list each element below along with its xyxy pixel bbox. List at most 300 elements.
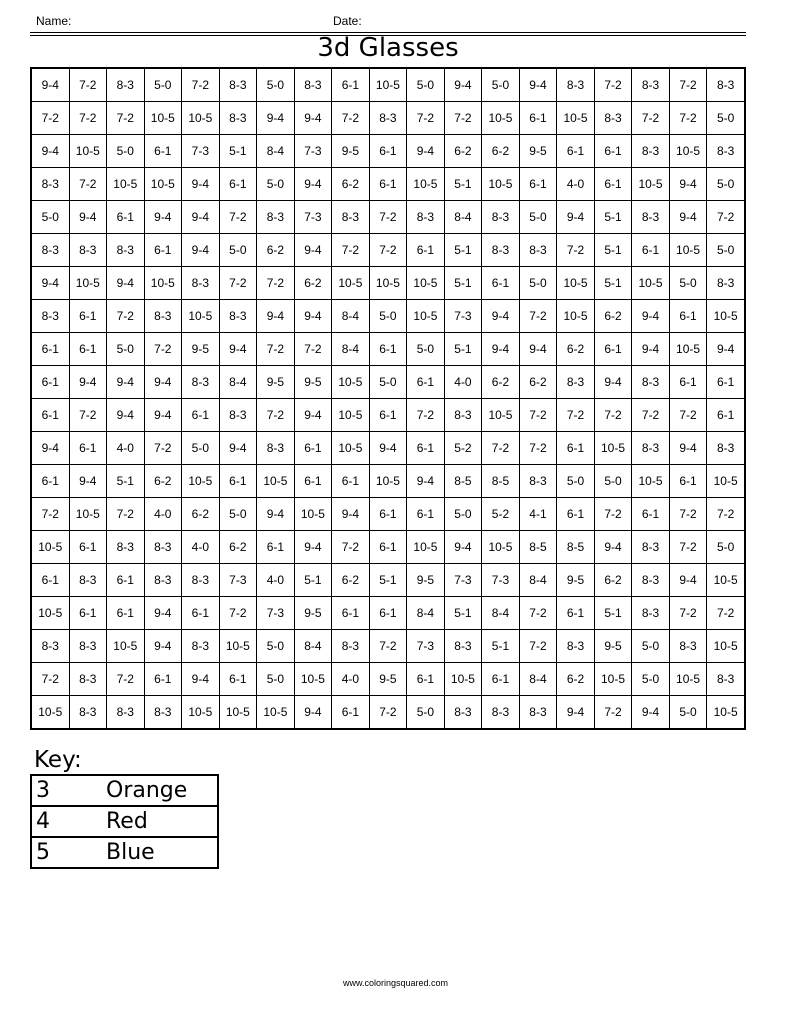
grid-cell[interactable]: 8-3 [369,102,407,135]
grid-cell[interactable]: 6-1 [69,531,107,564]
grid-cell[interactable]: 7-3 [444,564,482,597]
grid-cell[interactable]: 8-5 [444,465,482,498]
grid-cell[interactable]: 8-3 [31,300,69,333]
grid-cell[interactable]: 6-1 [219,663,257,696]
grid-cell[interactable]: 10-5 [407,267,445,300]
grid-cell[interactable]: 6-1 [31,333,69,366]
grid-cell[interactable]: 8-3 [707,68,745,102]
grid-cell[interactable]: 6-2 [482,135,520,168]
grid-cell[interactable]: 10-5 [69,135,107,168]
grid-cell[interactable]: 8-3 [31,168,69,201]
grid-cell[interactable]: 10-5 [369,68,407,102]
grid-cell[interactable]: 8-4 [332,333,370,366]
grid-cell[interactable]: 8-3 [182,366,220,399]
grid-cell[interactable]: 6-1 [407,498,445,531]
grid-cell[interactable]: 8-5 [519,531,557,564]
grid-cell[interactable]: 9-4 [182,234,220,267]
grid-cell[interactable]: 9-5 [519,135,557,168]
grid-cell[interactable]: 8-5 [482,465,520,498]
grid-cell[interactable]: 10-5 [257,465,295,498]
grid-cell[interactable]: 5-1 [444,168,482,201]
grid-cell[interactable]: 6-1 [107,564,145,597]
grid-cell[interactable]: 10-5 [69,267,107,300]
grid-cell[interactable]: 8-3 [632,564,670,597]
grid-cell[interactable]: 9-4 [632,300,670,333]
grid-cell[interactable]: 6-1 [519,102,557,135]
grid-cell[interactable]: 6-1 [69,333,107,366]
grid-cell[interactable]: 5-1 [594,267,632,300]
grid-cell[interactable]: 9-4 [257,102,295,135]
grid-cell[interactable]: 6-1 [31,399,69,432]
grid-cell[interactable]: 8-3 [557,366,595,399]
grid-cell[interactable]: 7-2 [332,102,370,135]
grid-cell[interactable]: 7-2 [257,267,295,300]
grid-cell[interactable]: 5-0 [107,135,145,168]
grid-cell[interactable]: 6-2 [557,333,595,366]
grid-cell[interactable]: 7-2 [632,102,670,135]
grid-cell[interactable]: 8-3 [519,234,557,267]
grid-cell[interactable]: 5-0 [107,333,145,366]
grid-cell[interactable]: 9-5 [182,333,220,366]
grid-cell[interactable]: 7-2 [707,498,745,531]
grid-cell[interactable]: 10-5 [257,696,295,730]
grid-cell[interactable]: 9-4 [482,300,520,333]
grid-cell[interactable]: 5-0 [31,201,69,234]
grid-cell[interactable]: 5-1 [444,333,482,366]
grid-cell[interactable]: 5-1 [107,465,145,498]
grid-cell[interactable]: 7-2 [332,234,370,267]
grid-cell[interactable]: 8-3 [444,630,482,663]
grid-cell[interactable]: 7-2 [519,432,557,465]
grid-cell[interactable]: 7-2 [519,300,557,333]
grid-cell[interactable]: 8-3 [144,696,182,730]
grid-cell[interactable]: 10-5 [707,300,745,333]
grid-cell[interactable]: 7-3 [407,630,445,663]
grid-cell[interactable]: 7-2 [69,168,107,201]
grid-cell[interactable]: 6-1 [669,366,707,399]
grid-cell[interactable]: 8-3 [107,531,145,564]
grid-cell[interactable]: 10-5 [182,696,220,730]
grid-cell[interactable]: 9-5 [594,630,632,663]
grid-cell[interactable]: 9-4 [669,432,707,465]
grid-cell[interactable]: 10-5 [707,465,745,498]
grid-cell[interactable]: 8-3 [632,366,670,399]
grid-cell[interactable]: 7-2 [69,399,107,432]
grid-cell[interactable]: 4-0 [182,531,220,564]
grid-cell[interactable]: 6-1 [557,597,595,630]
grid-cell[interactable]: 10-5 [369,267,407,300]
grid-cell[interactable]: 5-1 [594,201,632,234]
grid-cell[interactable]: 7-2 [182,68,220,102]
grid-cell[interactable]: 8-3 [632,432,670,465]
grid-cell[interactable]: 7-2 [369,201,407,234]
grid-cell[interactable]: 9-4 [444,68,482,102]
grid-cell[interactable]: 6-1 [557,432,595,465]
grid-cell[interactable]: 5-0 [669,696,707,730]
grid-cell[interactable]: 7-2 [219,201,257,234]
grid-cell[interactable]: 9-4 [332,498,370,531]
grid-cell[interactable]: 6-1 [407,432,445,465]
grid-cell[interactable]: 7-2 [144,432,182,465]
grid-cell[interactable]: 8-3 [144,531,182,564]
grid-cell[interactable]: 8-3 [444,399,482,432]
grid-cell[interactable]: 5-0 [519,201,557,234]
grid-cell[interactable]: 6-2 [332,564,370,597]
grid-cell[interactable]: 8-3 [69,630,107,663]
grid-cell[interactable]: 6-1 [144,234,182,267]
grid-cell[interactable]: 8-3 [444,696,482,730]
grid-cell[interactable]: 10-5 [669,135,707,168]
grid-cell[interactable]: 10-5 [594,432,632,465]
grid-cell[interactable]: 9-5 [257,366,295,399]
grid-cell[interactable]: 6-1 [594,168,632,201]
grid-cell[interactable]: 7-3 [182,135,220,168]
grid-cell[interactable]: 10-5 [707,630,745,663]
grid-cell[interactable]: 4-0 [144,498,182,531]
grid-cell[interactable]: 8-4 [257,135,295,168]
grid-cell[interactable]: 7-3 [294,201,332,234]
grid-cell[interactable]: 9-4 [182,168,220,201]
grid-cell[interactable]: 6-1 [632,234,670,267]
grid-cell[interactable]: 9-4 [707,333,745,366]
grid-cell[interactable]: 9-4 [182,201,220,234]
grid-cell[interactable]: 7-2 [219,597,257,630]
grid-cell[interactable]: 8-4 [219,366,257,399]
grid-cell[interactable]: 9-4 [519,333,557,366]
grid-cell[interactable]: 5-1 [444,597,482,630]
grid-cell[interactable]: 10-5 [332,267,370,300]
grid-cell[interactable]: 5-0 [707,102,745,135]
grid-cell[interactable]: 10-5 [107,168,145,201]
grid-cell[interactable]: 8-3 [31,234,69,267]
grid-cell[interactable]: 6-2 [144,465,182,498]
grid-cell[interactable]: 10-5 [482,399,520,432]
grid-cell[interactable]: 8-3 [182,630,220,663]
grid-cell[interactable]: 6-2 [519,366,557,399]
grid-cell[interactable]: 10-5 [407,168,445,201]
grid-cell[interactable]: 8-3 [482,696,520,730]
grid-cell[interactable]: 6-1 [144,135,182,168]
grid-cell[interactable]: 6-2 [219,531,257,564]
grid-cell[interactable]: 8-4 [294,630,332,663]
grid-cell[interactable]: 9-4 [31,432,69,465]
grid-cell[interactable]: 7-2 [107,102,145,135]
grid-cell[interactable]: 9-4 [182,663,220,696]
grid-cell[interactable]: 5-0 [257,68,295,102]
grid-cell[interactable]: 8-4 [519,564,557,597]
grid-cell[interactable]: 8-3 [257,201,295,234]
grid-cell[interactable]: 10-5 [482,531,520,564]
grid-cell[interactable]: 8-3 [707,663,745,696]
grid-cell[interactable]: 6-1 [294,465,332,498]
grid-cell[interactable]: 7-2 [669,531,707,564]
grid-cell[interactable]: 10-5 [482,102,520,135]
grid-cell[interactable]: 4-1 [519,498,557,531]
grid-cell[interactable]: 8-4 [519,663,557,696]
grid-cell[interactable]: 6-1 [294,432,332,465]
grid-cell[interactable]: 9-4 [294,234,332,267]
grid-cell[interactable]: 6-1 [369,168,407,201]
grid-cell[interactable]: 8-3 [219,399,257,432]
grid-cell[interactable]: 9-4 [594,531,632,564]
grid-cell[interactable]: 10-5 [594,663,632,696]
grid-cell[interactable]: 7-2 [444,102,482,135]
grid-cell[interactable]: 8-3 [107,234,145,267]
grid-cell[interactable]: 6-1 [369,597,407,630]
grid-cell[interactable]: 7-2 [107,300,145,333]
grid-cell[interactable]: 6-2 [257,234,295,267]
grid-cell[interactable]: 10-5 [294,663,332,696]
grid-cell[interactable]: 8-4 [332,300,370,333]
grid-cell[interactable]: 5-0 [632,663,670,696]
grid-cell[interactable]: 8-3 [557,68,595,102]
grid-cell[interactable]: 5-2 [444,432,482,465]
grid-cell[interactable]: 10-5 [31,531,69,564]
grid-cell[interactable]: 7-2 [594,399,632,432]
grid-cell[interactable]: 7-2 [669,597,707,630]
grid-cell[interactable]: 9-4 [144,399,182,432]
grid-cell[interactable]: 9-4 [294,399,332,432]
grid-cell[interactable]: 5-0 [369,300,407,333]
grid-cell[interactable]: 7-2 [519,630,557,663]
grid-cell[interactable]: 8-3 [107,696,145,730]
grid-cell[interactable]: 6-1 [31,564,69,597]
grid-cell[interactable]: 6-1 [219,465,257,498]
grid-cell[interactable]: 8-3 [69,564,107,597]
grid-cell[interactable]: 7-2 [407,399,445,432]
grid-cell[interactable]: 5-1 [294,564,332,597]
grid-cell[interactable]: 8-3 [482,201,520,234]
grid-cell[interactable]: 9-5 [294,597,332,630]
grid-cell[interactable]: 10-5 [632,267,670,300]
grid-cell[interactable]: 10-5 [407,300,445,333]
grid-cell[interactable]: 6-1 [182,597,220,630]
grid-cell[interactable]: 10-5 [444,663,482,696]
grid-cell[interactable]: 4-0 [557,168,595,201]
grid-cell[interactable]: 5-1 [369,564,407,597]
grid-cell[interactable]: 9-4 [294,300,332,333]
grid-cell[interactable]: 5-0 [444,498,482,531]
grid-cell[interactable]: 8-3 [69,663,107,696]
grid-cell[interactable]: 7-2 [707,201,745,234]
grid-cell[interactable]: 6-1 [182,399,220,432]
grid-cell[interactable]: 6-1 [332,465,370,498]
grid-cell[interactable]: 5-0 [369,366,407,399]
grid-cell[interactable]: 7-2 [407,102,445,135]
grid-cell[interactable]: 8-3 [632,201,670,234]
grid-cell[interactable]: 9-4 [107,267,145,300]
grid-cell[interactable]: 7-2 [31,498,69,531]
grid-cell[interactable]: 7-2 [594,696,632,730]
grid-cell[interactable]: 9-4 [557,696,595,730]
grid-cell[interactable]: 10-5 [219,696,257,730]
grid-cell[interactable]: 5-0 [407,696,445,730]
grid-cell[interactable]: 7-3 [444,300,482,333]
grid-cell[interactable]: 7-2 [257,333,295,366]
grid-cell[interactable]: 9-4 [669,201,707,234]
grid-cell[interactable]: 5-1 [594,597,632,630]
grid-cell[interactable]: 6-2 [482,366,520,399]
grid-cell[interactable]: 10-5 [369,465,407,498]
grid-cell[interactable]: 6-1 [669,465,707,498]
grid-cell[interactable]: 10-5 [31,597,69,630]
grid-cell[interactable]: 6-1 [31,366,69,399]
grid-cell[interactable]: 9-4 [669,564,707,597]
grid-cell[interactable]: 8-3 [482,234,520,267]
grid-cell[interactable]: 6-1 [669,300,707,333]
grid-cell[interactable]: 9-4 [294,696,332,730]
grid-cell[interactable]: 8-3 [407,201,445,234]
grid-cell[interactable]: 6-1 [557,498,595,531]
grid-cell[interactable]: 5-0 [519,267,557,300]
grid-cell[interactable]: 10-5 [144,168,182,201]
grid-cell[interactable]: 8-3 [257,432,295,465]
grid-cell[interactable]: 8-3 [69,234,107,267]
grid-cell[interactable]: 5-0 [219,234,257,267]
grid-cell[interactable]: 8-3 [107,68,145,102]
grid-cell[interactable]: 7-2 [219,267,257,300]
grid-cell[interactable]: 7-3 [294,135,332,168]
grid-cell[interactable]: 8-3 [144,300,182,333]
grid-cell[interactable]: 5-1 [444,234,482,267]
grid-cell[interactable]: 6-1 [332,597,370,630]
grid-cell[interactable]: 6-1 [369,498,407,531]
grid-cell[interactable]: 6-1 [31,465,69,498]
grid-cell[interactable]: 9-4 [669,168,707,201]
grid-cell[interactable]: 10-5 [31,696,69,730]
grid-cell[interactable]: 9-4 [31,135,69,168]
grid-cell[interactable]: 5-0 [707,531,745,564]
grid-cell[interactable]: 7-2 [519,399,557,432]
grid-cell[interactable]: 9-4 [257,498,295,531]
grid-cell[interactable]: 6-1 [407,366,445,399]
grid-cell[interactable]: 8-3 [144,564,182,597]
grid-cell[interactable]: 6-1 [519,168,557,201]
grid-cell[interactable]: 8-3 [632,597,670,630]
grid-cell[interactable]: 6-1 [332,68,370,102]
grid-cell[interactable]: 6-1 [707,366,745,399]
grid-cell[interactable]: 10-5 [219,630,257,663]
grid-cell[interactable]: 9-4 [407,465,445,498]
grid-cell[interactable]: 6-1 [407,663,445,696]
grid-cell[interactable]: 8-3 [707,135,745,168]
grid-cell[interactable]: 7-2 [669,102,707,135]
grid-cell[interactable]: 9-4 [219,333,257,366]
grid-cell[interactable]: 5-0 [219,498,257,531]
grid-cell[interactable]: 10-5 [632,168,670,201]
grid-cell[interactable]: 5-1 [482,630,520,663]
grid-cell[interactable]: 6-1 [332,696,370,730]
grid-cell[interactable]: 9-4 [519,68,557,102]
grid-cell[interactable]: 6-1 [482,663,520,696]
grid-cell[interactable]: 10-5 [557,267,595,300]
grid-cell[interactable]: 9-4 [294,102,332,135]
grid-cell[interactable]: 7-2 [557,234,595,267]
grid-cell[interactable]: 5-1 [444,267,482,300]
grid-cell[interactable]: 9-4 [144,366,182,399]
grid-cell[interactable]: 6-1 [69,432,107,465]
grid-cell[interactable]: 5-1 [219,135,257,168]
grid-cell[interactable]: 9-4 [557,201,595,234]
grid-cell[interactable]: 8-4 [407,597,445,630]
grid-cell[interactable]: 9-4 [294,168,332,201]
grid-cell[interactable]: 7-2 [669,68,707,102]
grid-cell[interactable]: 8-3 [182,267,220,300]
grid-cell[interactable]: 7-3 [219,564,257,597]
grid-cell[interactable]: 8-3 [182,564,220,597]
grid-cell[interactable]: 7-2 [69,68,107,102]
grid-cell[interactable]: 8-3 [669,630,707,663]
grid-cell[interactable]: 9-4 [144,597,182,630]
grid-cell[interactable]: 8-3 [332,201,370,234]
grid-cell[interactable]: 4-0 [107,432,145,465]
grid-cell[interactable]: 9-4 [31,68,69,102]
grid-cell[interactable]: 6-2 [594,564,632,597]
grid-cell[interactable]: 10-5 [332,432,370,465]
grid-cell[interactable]: 9-4 [632,696,670,730]
grid-cell[interactable]: 6-2 [332,168,370,201]
grid-cell[interactable]: 6-2 [444,135,482,168]
grid-cell[interactable]: 7-2 [31,663,69,696]
grid-cell[interactable]: 8-3 [219,102,257,135]
grid-cell[interactable]: 7-2 [144,333,182,366]
grid-cell[interactable]: 9-4 [69,366,107,399]
grid-cell[interactable]: 5-0 [257,663,295,696]
grid-cell[interactable]: 8-3 [219,300,257,333]
grid-cell[interactable]: 7-2 [257,399,295,432]
grid-cell[interactable]: 8-3 [69,696,107,730]
grid-cell[interactable]: 10-5 [669,333,707,366]
grid-cell[interactable]: 10-5 [632,465,670,498]
grid-cell[interactable]: 9-4 [407,135,445,168]
grid-cell[interactable]: 9-4 [632,333,670,366]
grid-cell[interactable]: 7-2 [369,696,407,730]
grid-cell[interactable]: 6-2 [294,267,332,300]
grid-cell[interactable]: 8-3 [594,102,632,135]
grid-cell[interactable]: 7-2 [369,234,407,267]
grid-cell[interactable]: 9-5 [369,663,407,696]
grid-cell[interactable]: 6-1 [69,300,107,333]
grid-cell[interactable]: 5-0 [407,68,445,102]
grid-cell[interactable]: 6-2 [557,663,595,696]
grid-cell[interactable]: 7-3 [482,564,520,597]
grid-cell[interactable]: 6-1 [257,531,295,564]
grid-cell[interactable]: 5-2 [482,498,520,531]
grid-cell[interactable]: 10-5 [707,696,745,730]
grid-cell[interactable]: 5-0 [707,168,745,201]
grid-cell[interactable]: 6-2 [182,498,220,531]
grid-cell[interactable]: 7-2 [594,68,632,102]
grid-cell[interactable]: 9-4 [69,465,107,498]
grid-cell[interactable]: 10-5 [557,102,595,135]
grid-cell[interactable]: 9-5 [557,564,595,597]
grid-cell[interactable]: 10-5 [144,102,182,135]
grid-cell[interactable]: 9-4 [257,300,295,333]
grid-cell[interactable]: 6-2 [594,300,632,333]
grid-cell[interactable]: 8-3 [219,68,257,102]
grid-cell[interactable]: 5-0 [669,267,707,300]
grid-cell[interactable]: 9-4 [144,201,182,234]
grid-cell[interactable]: 9-4 [219,432,257,465]
grid-cell[interactable]: 10-5 [669,663,707,696]
grid-cell[interactable]: 10-5 [669,234,707,267]
grid-cell[interactable]: 8-3 [707,267,745,300]
grid-cell[interactable]: 5-0 [257,168,295,201]
grid-cell[interactable]: 7-2 [482,432,520,465]
grid-cell[interactable]: 6-1 [632,498,670,531]
grid-cell[interactable]: 10-5 [707,564,745,597]
grid-cell[interactable]: 7-2 [707,597,745,630]
